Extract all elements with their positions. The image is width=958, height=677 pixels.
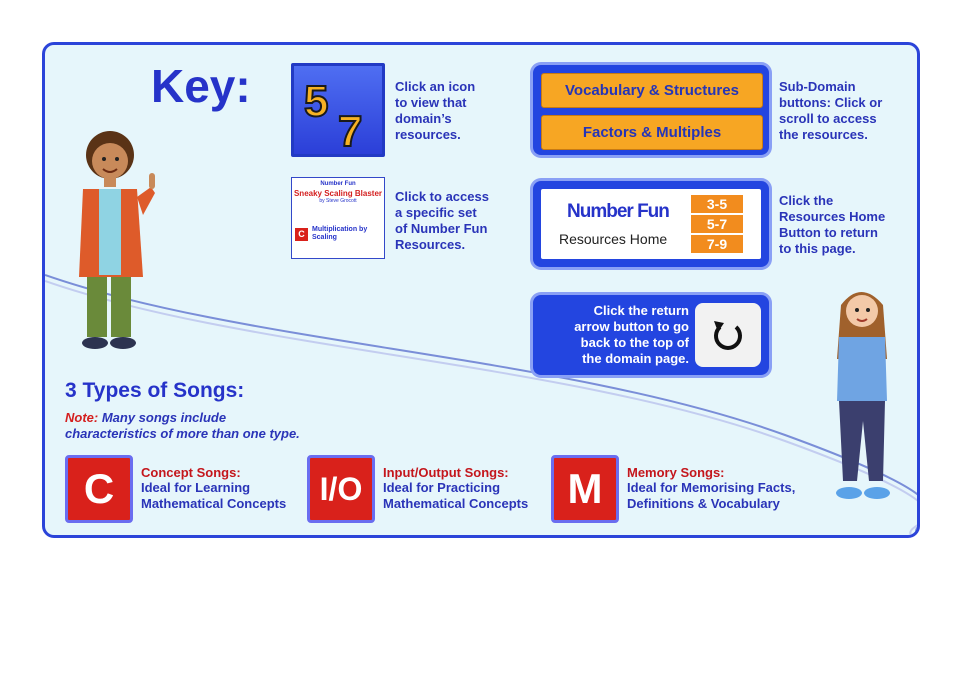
resource-set-card <box>291 177 385 259</box>
memory-song-icon: M <box>551 455 619 523</box>
memory-song-text: Memory Songs: Ideal for Memorising Facts, Definitions & Vocabulary <box>627 465 796 511</box>
resources-home-panel <box>533 181 769 267</box>
vocabulary-structures-button[interactable]: Vocabulary & Structures <box>541 73 763 108</box>
resources-home-description: Click the Resources Home Button to return to this page. <box>779 193 886 256</box>
digit-five: 5 <box>304 77 329 126</box>
card-byline: by Steve Grocott <box>319 198 357 204</box>
input-output-song-text: Input/Output Songs: Ideal for Practicing Mathematical Concepts <box>383 465 529 511</box>
concept-song-text: Concept Songs: Ideal for Learning Mathematical Concepts <box>141 465 287 511</box>
resource-set-description: Click to access a specific set of Number Fun Resources. <box>395 189 489 252</box>
input-output-song-icon: I/O <box>307 455 375 523</box>
resources-home-button[interactable] <box>541 189 761 259</box>
song-types-note: Note: Many songs include characteristics of more than one type. <box>65 410 300 441</box>
return-arrow-button[interactable] <box>695 303 761 367</box>
factors-multiples-button[interactable]: Factors & Multiples <box>541 115 763 150</box>
range-badge-7-9: 7-9 <box>691 235 743 253</box>
domain-icon-sample <box>291 63 385 157</box>
card-brand: Number Fun <box>320 181 356 187</box>
number-fun-logo: Number Fun <box>567 201 669 222</box>
return-arrow-description: Click the return arrow button to go back to the top of the domain page. <box>574 303 689 366</box>
subdomain-description: Sub-Domain buttons: Click or scroll to access the resources. <box>779 79 883 142</box>
card-badge: C <box>295 228 308 241</box>
key-title: Key: <box>151 60 251 112</box>
girl-illustration <box>821 281 901 521</box>
return-arrow-icon <box>708 315 748 355</box>
numbers-icon <box>294 66 382 154</box>
song-types-title: 3 Types of Songs: <box>65 379 245 402</box>
subdomain-button-panel <box>533 65 769 155</box>
range-badge-3-5: 3-5 <box>691 195 743 213</box>
range-badge-5-7: 5-7 <box>691 215 743 233</box>
return-arrow-panel <box>533 295 769 375</box>
boy-illustration <box>65 117 165 357</box>
card-title: Sneaky Scaling Blaster <box>293 189 383 198</box>
digit-seven: 7 <box>338 107 363 154</box>
resources-home-label: Resources Home <box>559 231 668 247</box>
concept-song-icon: C <box>65 455 133 523</box>
card-footer: Multiplication by Scaling <box>312 226 368 241</box>
domain-icon-description: Click an icon to view that domain’s resources. <box>395 79 476 142</box>
key-panel <box>42 42 920 538</box>
